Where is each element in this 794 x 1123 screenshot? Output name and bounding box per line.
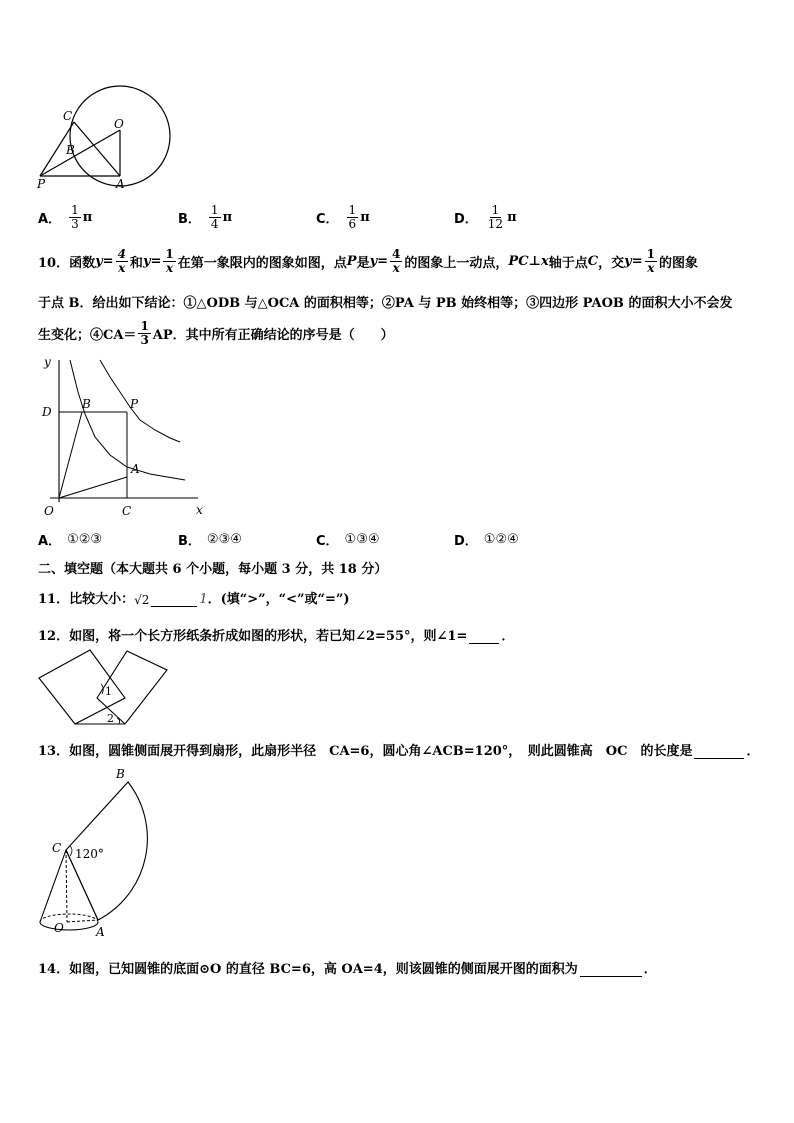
label-c: C bbox=[122, 504, 132, 518]
figure-q10-graph bbox=[30, 352, 210, 522]
sqrt-two: √2 bbox=[134, 593, 150, 607]
option-label: D． bbox=[454, 212, 478, 227]
figure-q9-circle bbox=[30, 80, 180, 195]
label-b: B bbox=[82, 397, 91, 411]
option-label: A． bbox=[38, 212, 62, 227]
label-x: x bbox=[196, 503, 203, 517]
label-d: D bbox=[42, 405, 52, 419]
segment-oa bbox=[59, 477, 127, 498]
curve-4-over-x bbox=[100, 360, 180, 442]
q9-option-d[interactable] bbox=[454, 204, 517, 231]
pi-symbol: π bbox=[360, 210, 370, 225]
q12-answer-blank[interactable] bbox=[469, 643, 499, 644]
q12-line: 12．如图，将一个长方形纸条折成如图的形状，若已知∠2=55°，则∠1= ． bbox=[38, 629, 515, 644]
q9-option-a[interactable] bbox=[38, 204, 92, 231]
option-label: D． bbox=[454, 534, 478, 549]
label-angle-1: 1 bbox=[105, 685, 112, 698]
q13-line: 13．如图，圆锥侧面展开得到扇形，此扇形半径 CA=6，圆心角∠ACB=120°， 则此圆锥高 OC 的长度是 ． bbox=[38, 744, 760, 759]
pi-symbol: π bbox=[82, 210, 93, 225]
q14-answer-blank[interactable] bbox=[580, 976, 642, 977]
option-label: C． bbox=[316, 534, 339, 549]
option-label: B． bbox=[178, 212, 201, 227]
q10-option-a[interactable] bbox=[38, 530, 102, 549]
label-p: P bbox=[37, 177, 46, 191]
label-o: O bbox=[44, 504, 54, 518]
cone-left-edge bbox=[40, 850, 66, 922]
segment-ob bbox=[40, 130, 120, 176]
q10-line-1: 10．函数 y = $\frac{4}{x}$ 和 y = $\frac{1}{x}$ 在第一象限内的图象如图，点 P 是 y = $\frac{4}{x}$ 的图象上一动点， PC⊥x 轴于点 C ，交 y = $\frac{1}{x}$ 的图象 bbox=[38, 247, 699, 275]
q10-option-d[interactable] bbox=[454, 530, 519, 549]
label-angle-2: 2 bbox=[107, 712, 114, 725]
option-text: ①②③ bbox=[67, 532, 103, 547]
cone-height bbox=[66, 850, 67, 922]
option-label: C． bbox=[316, 212, 339, 227]
label-a: A bbox=[116, 177, 125, 191]
label-c: C bbox=[52, 841, 62, 855]
option-label: A． bbox=[38, 534, 62, 549]
label-a: A bbox=[131, 462, 140, 476]
q10-option-b[interactable] bbox=[178, 530, 242, 549]
q11-line: 11．比较大小： √2 1 ．(填“>”，“<”或“=”) bbox=[38, 592, 350, 607]
label-p: P bbox=[130, 397, 139, 411]
option-text: ①②④ bbox=[483, 532, 519, 547]
label-a: A bbox=[96, 925, 105, 939]
cone-base-front bbox=[40, 922, 98, 930]
fraction: $\frac{1}{12}$ bbox=[487, 203, 504, 231]
q13-answer-blank[interactable] bbox=[694, 758, 744, 759]
fraction: $\frac{1}{6}$ bbox=[348, 203, 357, 231]
label-b: B bbox=[116, 767, 125, 781]
q9-option-b[interactable] bbox=[178, 204, 232, 231]
q10-option-c[interactable] bbox=[316, 530, 380, 549]
figure-q13-cone-sector bbox=[30, 762, 170, 942]
fraction: $\frac{1}{3}$ bbox=[71, 203, 79, 231]
cone-radius bbox=[67, 920, 98, 922]
q9-option-c[interactable] bbox=[316, 204, 370, 231]
label-angle: 120° bbox=[75, 847, 104, 861]
label-b: B bbox=[66, 143, 75, 157]
figure-q12-folded-strip bbox=[35, 648, 175, 728]
pi-symbol: π bbox=[222, 210, 233, 225]
q10-line-2: 于点 B．给出如下结论：①△ODB 与△OCA 的面积相等；②PA 与 PB 始终相等；③四边形 PAOB 的面积大小不会发 bbox=[38, 296, 733, 311]
q11-answer-blank[interactable] bbox=[151, 606, 197, 607]
label-o: O bbox=[114, 117, 124, 131]
section-2-heading: 二、填空题（本大题共 6 个小题，每小题 3 分，共 18 分） bbox=[38, 562, 388, 577]
label-y: y bbox=[44, 355, 51, 369]
label-o: O bbox=[54, 921, 64, 935]
angle-arc bbox=[70, 846, 72, 856]
option-text: ②③④ bbox=[206, 532, 242, 547]
segment-ob bbox=[59, 412, 82, 498]
pi-symbol: π bbox=[507, 210, 517, 225]
q10-line-3: 生变化；④CA＝ $\frac{1}{3}$ AP．其中所有正确结论的序号是（ ） bbox=[38, 319, 394, 347]
label-c: C bbox=[63, 109, 73, 123]
option-text: ①③④ bbox=[344, 532, 380, 547]
option-label: B． bbox=[178, 534, 201, 549]
q14-line: 14．如图，已知圆锥的底面⊙O 的直径 BC=6，高 OA=4，则该圆锥的侧面展开图的面积为 ． bbox=[38, 962, 657, 977]
fraction: $\frac{1}{4}$ bbox=[210, 203, 219, 231]
